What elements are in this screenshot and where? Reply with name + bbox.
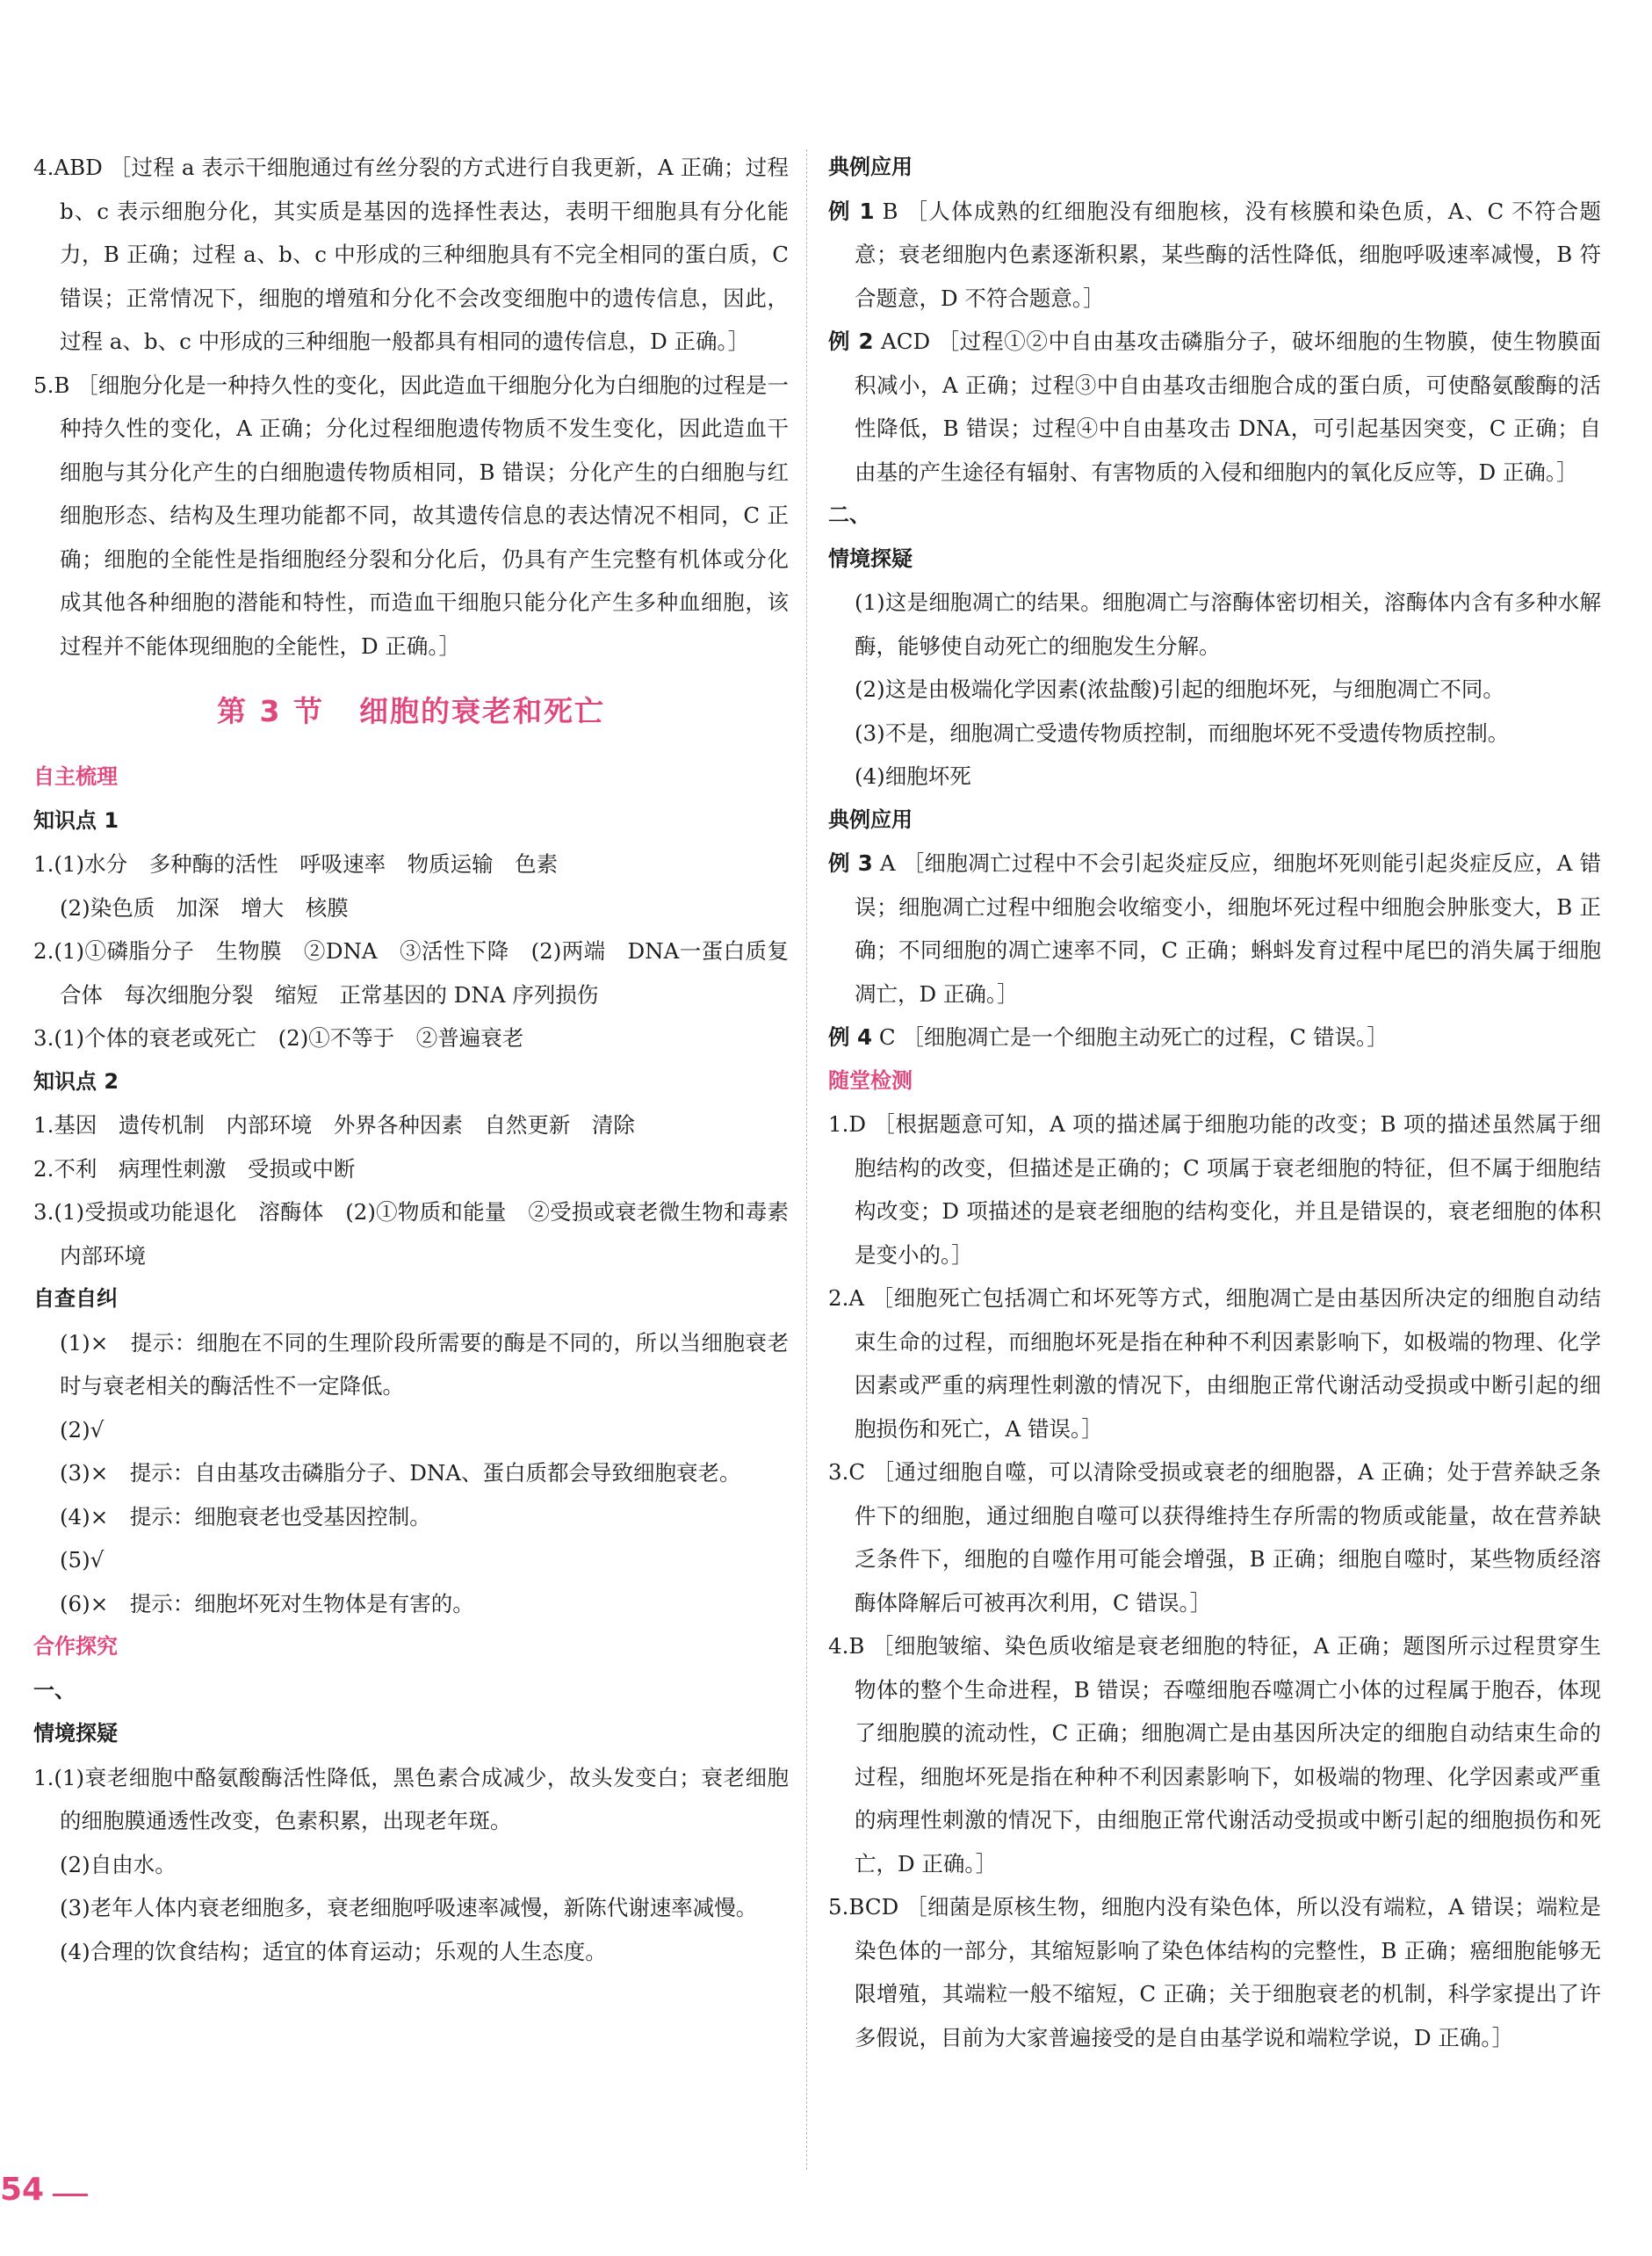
scenario-2: (2)这是由极端化学因素(浓盐酸)引起的细胞坏死，与细胞凋亡不同。 xyxy=(855,676,1504,702)
check-4: (4)× 提示：细胞衰老也受基因控制。 xyxy=(60,1503,431,1529)
example-3-label: 例 3 xyxy=(828,850,873,876)
check-2: (2)√ xyxy=(60,1416,105,1443)
explore-1d: (4)合理的饮食结构；适宜的体育运动；乐观的人生态度。 xyxy=(60,1938,607,1964)
example-2 xyxy=(828,320,1601,494)
check-1: (1)× 提示：细胞在不同的生理阶段所需要的酶是不同的，所以当细胞衰老时与衰老相关的酶活性不一定降低。 xyxy=(60,1329,789,1399)
heading-zichazijiu: 自查自纠 xyxy=(33,1286,118,1311)
explore-1b: (2)自由水。 xyxy=(60,1851,177,1877)
page-number: 54 xyxy=(0,2172,45,2208)
heading-part-2: 二、 xyxy=(828,503,870,527)
example-1-text: B ［人体成熟的红细胞没有细胞核，没有核膜和染色质，A、C 不符合题意；衰老细胞内色素逐渐积累，某些酶的活性降低，细胞呼吸速率减慢，B 符合题意，D 不符合题意。］ xyxy=(855,198,1601,311)
heading-hezuo: 合作探究 xyxy=(33,1634,118,1659)
heading-qingjing-1: 情境探疑 xyxy=(33,1721,118,1746)
check-6: (6)× 提示：细胞坏死对生物体是有害的。 xyxy=(60,1590,474,1616)
example-4 xyxy=(828,1016,1601,1059)
scenario-4: (4)细胞坏死 xyxy=(855,763,971,789)
page-number-dash xyxy=(53,2194,88,2196)
example-4-label: 例 4 xyxy=(828,1024,873,1050)
column-divider xyxy=(806,149,808,2170)
test-5: 5.BCD ［细菌是原核生物，细胞内没有染色体，所以没有端粒，A 错误；端粒是染色体的一部分，其缩短影响了染色体结构的完整性，B 正确；癌细胞能够无限增殖，其端粒一般不缩短，C 正确；关于细胞衰老的机制，科学家提出了许多假说，目前为大家普遍接受的是自由基学说和端粒学说，D 正确。］ xyxy=(828,1894,1601,2050)
example-3-text: A ［细胞凋亡过程中不会引起炎症反应，细胞坏死则能引起炎症反应，A 错误；细胞凋亡过程中细胞会收缩变小，细胞坏死过程中细胞会肿胀变大，B 正确；不同细胞的凋亡速率不同，C 正确；蝌蚪发育过程中尾巴的消失属于细胞凋亡，D 正确。］ xyxy=(855,850,1601,1007)
heading-qingjing-2: 情境探疑 xyxy=(828,546,913,571)
k2-item-1: 1.基因 遗传机制 内部环境 外界各种因素 自然更新 清除 xyxy=(33,1112,635,1138)
k2-item-2: 2.不利 病理性刺激 受损或中断 xyxy=(33,1155,356,1182)
example-4-text: C ［细胞凋亡是一个细胞主动死亡的过程，C 错误。］ xyxy=(878,1024,1389,1050)
test-4: 4.B ［细胞皱缩、染色质收缩是衰老细胞的特征，A 正确；题图所示过程贯穿生物体的整个生命进程，B 错误；吞噬细胞吞噬凋亡小体的过程属于胞吞，体现了细胞膜的流动性，C 正确；细胞凋亡是由基因所决定的细胞自动结束生命的过程，细胞坏死是指在种种不利因素影响下，如极端的物理、化学因素或严重的病理性刺激的情况下，由细胞正常代谢活动受损或中断引起的细胞损伤和死亡，D 正确。］ xyxy=(828,1633,1601,1876)
k1-item-1b: (2)染色质 加深 增大 核膜 xyxy=(60,894,349,921)
scenario-3: (3)不是，细胞凋亡受遗传物质控制，而细胞坏死不受遗传物质控制。 xyxy=(855,719,1510,746)
heading-knowledge-1: 知识点 1 xyxy=(33,807,119,833)
heading-suitang: 随堂检测 xyxy=(828,1067,913,1093)
answer-4: 4.ABD ［过程 a 表示干细胞通过有丝分裂的方式进行自我更新，A 正确；过程 b、c 表示细胞分化，其实质是基因的选择性表达，表明干细胞具有分化能力，B 正确；过程 a、b、c 中形成的三种细胞具有不完全相同的蛋白质，C 错误；正常情况下，细胞的增殖和分化不会改变细胞中的遗传信息，因此，过程 a、b、c 中形成的三种细胞一般都具有相同的遗传信息，D 正确。］ xyxy=(33,155,789,354)
check-3: (3)× 提示：自由基攻击磷脂分子、DNA、蛋白质都会导致细胞衰老。 xyxy=(60,1460,741,1486)
k1-item-1a: 1.(1)水分 多种酶的活性 呼吸速率 物质运输 色素 xyxy=(33,851,559,877)
section-title xyxy=(33,668,789,756)
example-1-label: 例 1 xyxy=(828,198,875,224)
explore-1a: 1.(1)衰老细胞中酪氨酸酶活性降低，黑色素合成减少，故头发变白；衰老细胞的细胞膜通透性改变，色素积累，出现老年斑。 xyxy=(33,1764,789,1833)
example-3 xyxy=(828,842,1601,1016)
scenario-1: (1)这是细胞凋亡的结果。细胞凋亡与溶酶体密切相关，溶酶体内含有多种水解酶，能够使自动死亡的细胞发生分解。 xyxy=(855,589,1601,659)
heading-part-1: 一、 xyxy=(33,1677,76,1703)
example-2-label: 例 2 xyxy=(828,329,874,354)
example-2-text: ACD ［过程①②中自由基攻击磷脂分子，破坏细胞的生物膜，使生物膜面积减小，A 正确；过程③中自由基攻击细胞合成的蛋白质，可使酪氨酸酶的活性降低，B 错误；过程④中自由基攻击 DNA，可引起基因突变，C 正确；自由基的产生途径有辐射、有害物质的入侵和细胞内的氧化反应等，D 正确。］ xyxy=(855,329,1602,485)
section-number: 第 3 节 xyxy=(217,694,324,728)
explore-1c: (3)老年人体内衰老细胞多，衰老细胞呼吸速率减慢，新陈代谢速率减慢。 xyxy=(60,1895,758,1920)
k1-item-3: 3.(1)个体的衰老或死亡 (2)①不等于 ②普遍衰老 xyxy=(33,1025,524,1051)
heading-zizhu: 自主梳理 xyxy=(33,764,118,789)
test-3: 3.C ［通过细胞自噬，可以清除受损或衰老的细胞器，A 正确；处于营养缺乏条件下的细胞，通过细胞自噬可以获得维持生存所需的物质或能量，故在营养缺乏条件下，细胞的自噬作用可能会增强，B 正确；细胞自噬时，某些物质经溶酶体降解后可被再次利用，C 错误。］ xyxy=(828,1459,1601,1616)
example-1 xyxy=(828,190,1601,321)
right-column xyxy=(828,146,1601,2059)
k2-item-3: 3.(1)受损或功能退化 溶酶体 (2)①物质和能量 ②受损或衰老微生物和毒素 内部环境 xyxy=(33,1199,811,1269)
answer-5: 5.B ［细胞分化是一种持久性的变化，因此造血干细胞分化为白细胞的过程是一种持久性的变化，A 正确；分化过程细胞遗传物质不发生变化，因此造血干细胞与其分化产生的白细胞遗传物质相同，B 错误；分化产生的白细胞与红细胞形态、结构及生理功能都不同，故其遗传信息的表达情况不相同，C 正确；细胞的全能性是指细胞经分裂和分化后，仍具有产生完整有机体或分化成其他各种细胞的潜能和特性，而造血干细胞只能分化产生多种血细胞，该过程并不能体现细胞的全能性，D 正确。］ xyxy=(33,372,789,659)
left-column xyxy=(33,146,811,1973)
heading-dianli-1: 典例应用 xyxy=(828,155,913,179)
test-1: 1.D ［根据题意可知，A 项的描述属于细胞功能的改变；B 项的描述虽然属于细胞结构的改变，但描述是正确的；C 项属于衰老细胞的特征，但不属于细胞结构改变；D 项描述的是衰老细胞的结构变化，并且是错误的，衰老细胞的体积是变小的。］ xyxy=(828,1111,1601,1268)
heading-dianli-2: 典例应用 xyxy=(828,806,913,832)
heading-knowledge-2: 知识点 2 xyxy=(33,1068,119,1094)
section-name: 细胞的衰老和死亡 xyxy=(358,694,605,728)
k1-item-2: 2.(1)①磷脂分子 生物膜 ②DNA ③活性下降 (2)两端 DNA一蛋白质复合体 每次细胞分裂 缩短 正常基因的 DNA 序列损伤 xyxy=(33,938,789,1008)
check-5: (5)√ xyxy=(60,1547,105,1573)
test-2: 2.A ［细胞死亡包括凋亡和坏死等方式，细胞凋亡是由基因所决定的细胞自动结束生命的过程，而细胞坏死是指在种种不利因素影响下，如极端的物理、化学因素或严重的病理性刺激的情况下，由细胞正常代谢活动受损或中断引起的细胞损伤和死亡，A 错误。］ xyxy=(828,1285,1601,1442)
